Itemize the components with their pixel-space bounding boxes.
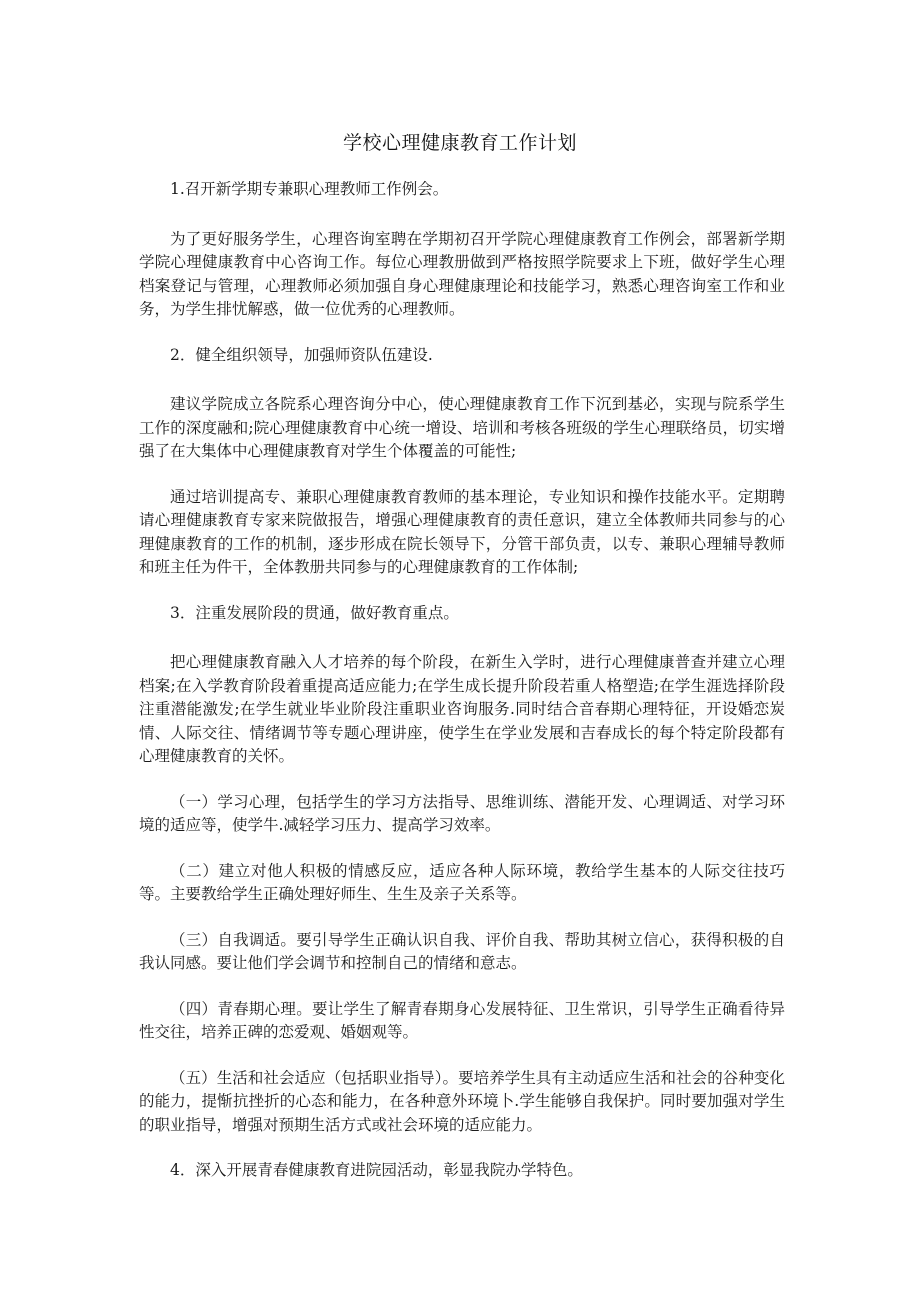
section-heading-2: 2．健全组织领导，加强师资队伍建设.	[170, 345, 433, 364]
document-title: 学校心理健康教育工作计划	[342, 132, 577, 154]
subsection-item-3: （三）自我调适。要引导学生正确认识自我、评价自我、帮助其树立信心，获得积极的自我认同感。要让他们学会调节和控制自己的情绪和意志。	[139, 930, 785, 972]
section-heading-3: 3．注重发展阶段的贯通，做好教育重点。	[170, 603, 459, 622]
section-heading-1: 1.召开新学期专兼职心理教师工作例会。	[170, 180, 449, 198]
paragraph: 把心理健康教育融入人才培养的每个阶段，在新生入学时，进行心理健康普查并建立心理档案;在入学教育阶段着重提高适应能力;在学生成长提升阶段若重人格塑造;在学生涯选择阶段注重潜能激发;在学生就业毕业阶段注重职业咨询服务.同时结合音春期心理特征，开设婚恋炭情、人际交往、情绪调节等专题心理讲座，使学生在学业发展和吉春成长的每个特定阶段都有心理健康教育的关怀。	[139, 653, 785, 765]
subsection-item-1: （一）学习心理，包括学生的学习方法指导、思维训练、潜能开发、心理调适、对学习环境的适应等，使学牛.减轻学习压力、提高学习效率。	[139, 792, 785, 834]
subsection-item-2: （二）建立对他人积极的情感反应，适应各种人际环境，教给学生基本的人际交往技巧等。主要教给学生正确处理好师生、生生及亲子关系等。	[139, 861, 785, 903]
paragraph: 建议学院成立各院系心理咨询分中心，使心理健康教育工作下沉到基必，实现与院系学生工作的深度融和;院心理健康教育中心统一增设、培训和考核各班级的学生心理联络员，切实增强了在大集体中心理健康教育对学生个体覆盖的可能性;	[139, 395, 785, 460]
subsection-item-5: （五）生活和社会适应（包括职业指导）。要培养学生具有主动适应生活和社会的谷种变化的能力，提惭抗挫折的心态和能力，在各种意外环境卜.学生能够自我保护。同时要加强对学生的职业指导，增强对预期生活方式或社会环境的适应能力。	[139, 1068, 785, 1134]
paragraph: 通过培训提高专、兼职心理健康教育教师的基本理论，专业知识和操作技能水平。定期聘请心理健康教育专家来院做报告，增强心理健康教育的责任意识，建立全体教师共同参与的心理健康教育的工作的机制，逐步形成在院长领导下，分管干部负责，以专、兼职心理辅导教师和班主任为件干，全体教册共同参与的心理健康教育的工作体制;	[139, 487, 785, 576]
section-heading-4: 4．深入开展青春健康教育进院园活动，彰显我院办学特色。	[170, 1161, 583, 1179]
paragraph: 为了更好服务学生，心理咨询室聘在学期初召开学院心理健康教育工作例会，部署新学期学院心理健康教育中心咨询工作。每位心理教册做到严格按照学院要求上下班，做好学生心理档案登记与管理，心理教师必须加强自身心理健康理论和技能学习，熟悉心理咨询室工作和业务，为学生排忧解惑，做一位优秀的心理教师。	[139, 229, 785, 318]
document-body	[139, 178, 785, 1209]
subsection-item-4: （四）青春期心理。要让学生了解青春期身心发展特征、卫生常识，引导学生正确看待异性交往，培养正碑的恋爱观、婚姻观等。	[139, 999, 785, 1041]
